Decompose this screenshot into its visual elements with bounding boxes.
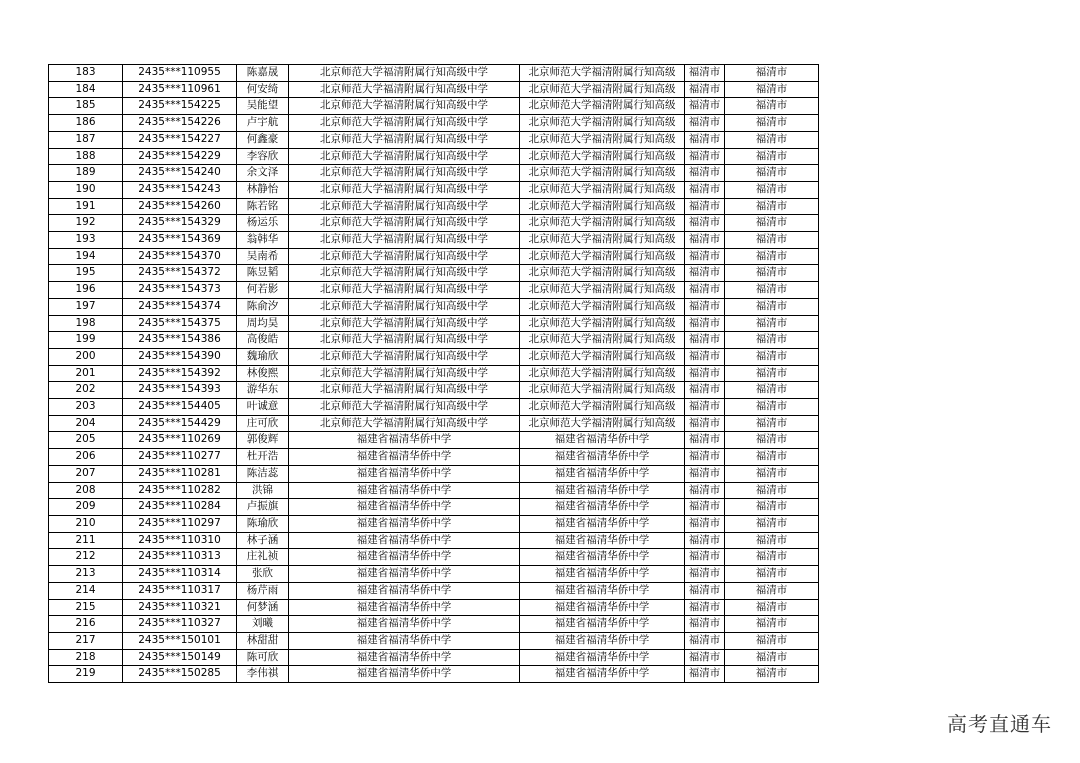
city-cell: 福清市 — [685, 632, 725, 649]
district-cell: 福清市 — [725, 465, 819, 482]
city-cell: 福清市 — [685, 98, 725, 115]
school-cell: 北京师范大学福清附属行知高级中学 — [289, 81, 520, 98]
row-number-cell: 187 — [49, 131, 123, 148]
row-number-cell: 200 — [49, 348, 123, 365]
district-cell: 福清市 — [725, 616, 819, 633]
row-number-cell: 195 — [49, 265, 123, 282]
admitted-school-cell: 北京师范大学福清附属行知高级 — [520, 315, 685, 332]
exam-id-cell: 2435***154375 — [123, 315, 237, 332]
district-cell: 福清市 — [725, 582, 819, 599]
table-row — [49, 81, 819, 98]
city-cell: 福清市 — [685, 666, 725, 683]
city-cell: 福清市 — [685, 298, 725, 315]
city-cell: 福清市 — [685, 415, 725, 432]
admitted-school-cell: 北京师范大学福清附属行知高级 — [520, 165, 685, 182]
district-cell: 福清市 — [725, 599, 819, 616]
admitted-school-cell: 北京师范大学福清附属行知高级 — [520, 382, 685, 399]
row-number-cell: 214 — [49, 582, 123, 599]
row-number-cell: 206 — [49, 449, 123, 466]
row-number-cell: 199 — [49, 332, 123, 349]
student-name-cell: 杜开浩 — [237, 449, 289, 466]
district-cell: 福清市 — [725, 666, 819, 683]
school-cell: 北京师范大学福清附属行知高级中学 — [289, 215, 520, 232]
district-cell: 福清市 — [725, 482, 819, 499]
admitted-school-cell: 北京师范大学福清附属行知高级 — [520, 215, 685, 232]
table-row — [49, 232, 819, 249]
student-name-cell: 张欣 — [237, 566, 289, 583]
city-cell: 福清市 — [685, 115, 725, 132]
row-number-cell: 204 — [49, 415, 123, 432]
exam-id-cell: 2435***110284 — [123, 499, 237, 516]
city-cell: 福清市 — [685, 399, 725, 416]
city-cell: 福清市 — [685, 131, 725, 148]
school-cell: 福建省福清华侨中学 — [289, 666, 520, 683]
exam-id-cell: 2435***154386 — [123, 332, 237, 349]
exam-id-cell: 2435***110313 — [123, 549, 237, 566]
table-row — [49, 582, 819, 599]
exam-id-cell: 2435***154260 — [123, 198, 237, 215]
district-cell: 福清市 — [725, 649, 819, 666]
row-number-cell: 202 — [49, 382, 123, 399]
table-row — [49, 666, 819, 683]
student-name-cell: 游华东 — [237, 382, 289, 399]
table-row — [49, 415, 819, 432]
school-cell: 北京师范大学福清附属行知高级中学 — [289, 332, 520, 349]
student-name-cell: 杨运乐 — [237, 215, 289, 232]
row-number-cell: 194 — [49, 248, 123, 265]
exam-id-cell: 2435***154390 — [123, 348, 237, 365]
city-cell: 福清市 — [685, 165, 725, 182]
row-number-cell: 197 — [49, 298, 123, 315]
exam-id-cell: 2435***154429 — [123, 415, 237, 432]
row-number-cell: 189 — [49, 165, 123, 182]
student-name-cell: 陈瑜欣 — [237, 515, 289, 532]
exam-id-cell: 2435***110277 — [123, 449, 237, 466]
school-cell: 福建省福清华侨中学 — [289, 482, 520, 499]
city-cell: 福清市 — [685, 198, 725, 215]
table-row — [49, 566, 819, 583]
city-cell: 福清市 — [685, 482, 725, 499]
admitted-school-cell: 北京师范大学福清附属行知高级 — [520, 232, 685, 249]
student-name-cell: 吴能望 — [237, 98, 289, 115]
city-cell: 福清市 — [685, 532, 725, 549]
student-name-cell: 李容欣 — [237, 148, 289, 165]
city-cell: 福清市 — [685, 148, 725, 165]
exam-id-cell: 2435***154227 — [123, 131, 237, 148]
district-cell: 福清市 — [725, 115, 819, 132]
exam-id-cell: 2435***110317 — [123, 582, 237, 599]
admitted-school-cell: 福建省福清华侨中学 — [520, 449, 685, 466]
row-number-cell: 211 — [49, 532, 123, 549]
admitted-school-cell: 北京师范大学福清附属行知高级 — [520, 298, 685, 315]
table-row — [49, 365, 819, 382]
school-cell: 北京师范大学福清附属行知高级中学 — [289, 181, 520, 198]
admitted-school-cell: 北京师范大学福清附属行知高级 — [520, 98, 685, 115]
exam-id-cell: 2435***154374 — [123, 298, 237, 315]
row-number-cell: 198 — [49, 315, 123, 332]
row-number-cell: 205 — [49, 432, 123, 449]
exam-id-cell: 2435***154392 — [123, 365, 237, 382]
table-row — [49, 131, 819, 148]
student-name-cell: 陈俞汐 — [237, 298, 289, 315]
city-cell: 福清市 — [685, 499, 725, 516]
row-number-cell: 185 — [49, 98, 123, 115]
exam-id-cell: 2435***154373 — [123, 282, 237, 299]
admitted-school-cell: 北京师范大学福清附属行知高级 — [520, 81, 685, 98]
district-cell: 福清市 — [725, 81, 819, 98]
row-number-cell: 201 — [49, 365, 123, 382]
admitted-school-cell: 福建省福清华侨中学 — [520, 465, 685, 482]
school-cell: 北京师范大学福清附属行知高级中学 — [289, 365, 520, 382]
exam-id-cell: 2435***110321 — [123, 599, 237, 616]
school-cell: 福建省福清华侨中学 — [289, 582, 520, 599]
row-number-cell: 216 — [49, 616, 123, 633]
table-row — [49, 115, 819, 132]
roster-table — [48, 64, 819, 683]
student-name-cell: 何安绮 — [237, 81, 289, 98]
school-cell: 北京师范大学福清附属行知高级中学 — [289, 131, 520, 148]
admitted-school-cell: 北京师范大学福清附属行知高级 — [520, 131, 685, 148]
exam-id-cell: 2435***110282 — [123, 482, 237, 499]
table-row — [49, 649, 819, 666]
student-name-cell: 杨芹雨 — [237, 582, 289, 599]
student-name-cell: 庄可欣 — [237, 415, 289, 432]
table-row — [49, 298, 819, 315]
admitted-school-cell: 北京师范大学福清附属行知高级 — [520, 265, 685, 282]
city-cell: 福清市 — [685, 432, 725, 449]
district-cell: 福清市 — [725, 165, 819, 182]
table-row — [49, 515, 819, 532]
row-number-cell: 203 — [49, 399, 123, 416]
school-cell: 福建省福清华侨中学 — [289, 532, 520, 549]
exam-id-cell: 2435***154226 — [123, 115, 237, 132]
exam-id-cell: 2435***150101 — [123, 632, 237, 649]
table-row — [49, 599, 819, 616]
school-cell: 北京师范大学福清附属行知高级中学 — [289, 348, 520, 365]
student-name-cell: 林俊熙 — [237, 365, 289, 382]
row-number-cell: 213 — [49, 566, 123, 583]
student-name-cell: 卢振旗 — [237, 499, 289, 516]
admitted-school-cell: 北京师范大学福清附属行知高级 — [520, 348, 685, 365]
city-cell: 福清市 — [685, 616, 725, 633]
district-cell: 福清市 — [725, 399, 819, 416]
admitted-school-cell: 北京师范大学福清附属行知高级 — [520, 248, 685, 265]
admitted-school-cell: 福建省福清华侨中学 — [520, 482, 685, 499]
student-name-cell: 林甜甜 — [237, 632, 289, 649]
exam-id-cell: 2435***110961 — [123, 81, 237, 98]
district-cell: 福清市 — [725, 365, 819, 382]
table-row — [49, 465, 819, 482]
table-row — [49, 165, 819, 182]
city-cell: 福清市 — [685, 465, 725, 482]
row-number-cell: 190 — [49, 181, 123, 198]
exam-id-cell: 2435***154372 — [123, 265, 237, 282]
exam-id-cell: 2435***110269 — [123, 432, 237, 449]
school-cell: 北京师范大学福清附属行知高级中学 — [289, 248, 520, 265]
city-cell: 福清市 — [685, 315, 725, 332]
admitted-school-cell: 北京师范大学福清附属行知高级 — [520, 181, 685, 198]
school-cell: 北京师范大学福清附属行知高级中学 — [289, 165, 520, 182]
district-cell: 福清市 — [725, 632, 819, 649]
district-cell: 福清市 — [725, 65, 819, 82]
city-cell: 福清市 — [685, 65, 725, 82]
row-number-cell: 192 — [49, 215, 123, 232]
student-name-cell: 陈若铭 — [237, 198, 289, 215]
student-name-cell: 陈可欣 — [237, 649, 289, 666]
district-cell: 福清市 — [725, 515, 819, 532]
district-cell: 福清市 — [725, 332, 819, 349]
exam-id-cell: 2435***150149 — [123, 649, 237, 666]
school-cell: 北京师范大学福清附属行知高级中学 — [289, 148, 520, 165]
row-number-cell: 208 — [49, 482, 123, 499]
table-row — [49, 181, 819, 198]
admitted-school-cell: 福建省福清华侨中学 — [520, 432, 685, 449]
exam-id-cell: 2435***110327 — [123, 616, 237, 633]
table-row — [49, 532, 819, 549]
district-cell: 福清市 — [725, 248, 819, 265]
student-name-cell: 叶诚意 — [237, 399, 289, 416]
row-number-cell: 193 — [49, 232, 123, 249]
district-cell: 福清市 — [725, 282, 819, 299]
row-number-cell: 188 — [49, 148, 123, 165]
row-number-cell: 218 — [49, 649, 123, 666]
district-cell: 福清市 — [725, 566, 819, 583]
row-number-cell: 217 — [49, 632, 123, 649]
school-cell: 福建省福清华侨中学 — [289, 499, 520, 516]
table-row — [49, 148, 819, 165]
school-cell: 北京师范大学福清附属行知高级中学 — [289, 198, 520, 215]
district-cell: 福清市 — [725, 298, 819, 315]
student-name-cell: 余文泽 — [237, 165, 289, 182]
admitted-school-cell: 福建省福清华侨中学 — [520, 632, 685, 649]
student-name-cell: 周均昊 — [237, 315, 289, 332]
table-row — [49, 616, 819, 633]
table-row — [49, 215, 819, 232]
school-cell: 北京师范大学福清附属行知高级中学 — [289, 415, 520, 432]
school-cell: 北京师范大学福清附属行知高级中学 — [289, 98, 520, 115]
city-cell: 福清市 — [685, 649, 725, 666]
row-number-cell: 207 — [49, 465, 123, 482]
table-row — [49, 449, 819, 466]
admitted-school-cell: 福建省福清华侨中学 — [520, 616, 685, 633]
student-name-cell: 何鑫豪 — [237, 131, 289, 148]
exam-id-cell: 2435***154369 — [123, 232, 237, 249]
school-cell: 北京师范大学福清附属行知高级中学 — [289, 232, 520, 249]
student-name-cell: 林子涵 — [237, 532, 289, 549]
table-row — [49, 315, 819, 332]
exam-id-cell: 2435***110310 — [123, 532, 237, 549]
school-cell: 北京师范大学福清附属行知高级中学 — [289, 65, 520, 82]
city-cell: 福清市 — [685, 248, 725, 265]
district-cell: 福清市 — [725, 198, 819, 215]
district-cell: 福清市 — [725, 148, 819, 165]
table-row — [49, 382, 819, 399]
school-cell: 福建省福清华侨中学 — [289, 566, 520, 583]
table-row — [49, 348, 819, 365]
district-cell: 福清市 — [725, 232, 819, 249]
row-number-cell: 219 — [49, 666, 123, 683]
district-cell: 福清市 — [725, 549, 819, 566]
city-cell: 福清市 — [685, 348, 725, 365]
student-name-cell: 李伟祺 — [237, 666, 289, 683]
district-cell: 福清市 — [725, 415, 819, 432]
student-name-cell: 魏瑜欣 — [237, 348, 289, 365]
row-number-cell: 191 — [49, 198, 123, 215]
school-cell: 福建省福清华侨中学 — [289, 449, 520, 466]
district-cell: 福清市 — [725, 499, 819, 516]
school-cell: 北京师范大学福清附属行知高级中学 — [289, 298, 520, 315]
city-cell: 福清市 — [685, 81, 725, 98]
student-name-cell: 陈昱韬 — [237, 265, 289, 282]
admitted-school-cell: 福建省福清华侨中学 — [520, 666, 685, 683]
exam-id-cell: 2435***110297 — [123, 515, 237, 532]
city-cell: 福清市 — [685, 332, 725, 349]
row-number-cell: 210 — [49, 515, 123, 532]
school-cell: 北京师范大学福清附属行知高级中学 — [289, 315, 520, 332]
student-name-cell: 吴南希 — [237, 248, 289, 265]
table-row — [49, 265, 819, 282]
exam-id-cell: 2435***150285 — [123, 666, 237, 683]
student-name-cell: 卢宇航 — [237, 115, 289, 132]
table-row — [49, 98, 819, 115]
school-cell: 福建省福清华侨中学 — [289, 549, 520, 566]
student-name-cell: 刘曦 — [237, 616, 289, 633]
roster-body — [49, 65, 819, 683]
exam-id-cell: 2435***110314 — [123, 566, 237, 583]
row-number-cell: 183 — [49, 65, 123, 82]
school-cell: 福建省福清华侨中学 — [289, 465, 520, 482]
school-cell: 北京师范大学福清附属行知高级中学 — [289, 115, 520, 132]
city-cell: 福清市 — [685, 566, 725, 583]
district-cell: 福清市 — [725, 348, 819, 365]
admitted-school-cell: 北京师范大学福清附属行知高级 — [520, 282, 685, 299]
admitted-school-cell: 北京师范大学福清附属行知高级 — [520, 399, 685, 416]
exam-id-cell: 2435***154329 — [123, 215, 237, 232]
exam-id-cell: 2435***154405 — [123, 399, 237, 416]
table-row — [49, 432, 819, 449]
student-name-cell: 何若影 — [237, 282, 289, 299]
school-cell: 北京师范大学福清附属行知高级中学 — [289, 265, 520, 282]
district-cell: 福清市 — [725, 98, 819, 115]
city-cell: 福清市 — [685, 215, 725, 232]
school-cell: 福建省福清华侨中学 — [289, 649, 520, 666]
district-cell: 福清市 — [725, 532, 819, 549]
district-cell: 福清市 — [725, 382, 819, 399]
exam-id-cell: 2435***110281 — [123, 465, 237, 482]
admitted-school-cell: 福建省福清华侨中学 — [520, 532, 685, 549]
table-row — [49, 332, 819, 349]
city-cell: 福清市 — [685, 599, 725, 616]
row-number-cell: 212 — [49, 549, 123, 566]
admitted-school-cell: 福建省福清华侨中学 — [520, 582, 685, 599]
city-cell: 福清市 — [685, 181, 725, 198]
table-row — [49, 248, 819, 265]
admitted-school-cell: 北京师范大学福清附属行知高级 — [520, 115, 685, 132]
district-cell: 福清市 — [725, 265, 819, 282]
admitted-school-cell: 福建省福清华侨中学 — [520, 515, 685, 532]
row-number-cell: 196 — [49, 282, 123, 299]
student-name-cell: 庄礼祯 — [237, 549, 289, 566]
school-cell: 北京师范大学福清附属行知高级中学 — [289, 399, 520, 416]
exam-id-cell: 2435***154225 — [123, 98, 237, 115]
student-name-cell: 郭俊辉 — [237, 432, 289, 449]
row-number-cell: 215 — [49, 599, 123, 616]
school-cell: 福建省福清华侨中学 — [289, 432, 520, 449]
admitted-school-cell: 福建省福清华侨中学 — [520, 549, 685, 566]
school-cell: 北京师范大学福清附属行知高级中学 — [289, 382, 520, 399]
student-name-cell: 林静怡 — [237, 181, 289, 198]
row-number-cell: 209 — [49, 499, 123, 516]
city-cell: 福清市 — [685, 382, 725, 399]
district-cell: 福清市 — [725, 131, 819, 148]
city-cell: 福清市 — [685, 582, 725, 599]
row-number-cell: 184 — [49, 81, 123, 98]
exam-id-cell: 2435***154240 — [123, 165, 237, 182]
admitted-school-cell: 北京师范大学福清附属行知高级 — [520, 148, 685, 165]
exam-id-cell: 2435***154370 — [123, 248, 237, 265]
district-cell: 福清市 — [725, 432, 819, 449]
student-name-cell: 陈嘉晟 — [237, 65, 289, 82]
admitted-school-cell: 北京师范大学福清附属行知高级 — [520, 198, 685, 215]
student-name-cell: 何梦涵 — [237, 599, 289, 616]
school-cell: 福建省福清华侨中学 — [289, 599, 520, 616]
city-cell: 福清市 — [685, 549, 725, 566]
city-cell: 福清市 — [685, 365, 725, 382]
city-cell: 福清市 — [685, 515, 725, 532]
district-cell: 福清市 — [725, 215, 819, 232]
city-cell: 福清市 — [685, 449, 725, 466]
admitted-school-cell: 福建省福清华侨中学 — [520, 599, 685, 616]
school-cell: 福建省福清华侨中学 — [289, 632, 520, 649]
table-row — [49, 632, 819, 649]
table-row — [49, 482, 819, 499]
city-cell: 福清市 — [685, 282, 725, 299]
student-name-cell: 陈洁蕊 — [237, 465, 289, 482]
row-number-cell: 186 — [49, 115, 123, 132]
admitted-school-cell: 福建省福清华侨中学 — [520, 649, 685, 666]
student-name-cell: 洪锦 — [237, 482, 289, 499]
admitted-school-cell: 福建省福清华侨中学 — [520, 566, 685, 583]
table-row — [49, 282, 819, 299]
table-row — [49, 399, 819, 416]
student-name-cell: 高俊皓 — [237, 332, 289, 349]
school-cell: 福建省福清华侨中学 — [289, 515, 520, 532]
table-row — [49, 499, 819, 516]
city-cell: 福清市 — [685, 265, 725, 282]
exam-id-cell: 2435***110955 — [123, 65, 237, 82]
city-cell: 福清市 — [685, 232, 725, 249]
admitted-school-cell: 北京师范大学福清附属行知高级 — [520, 365, 685, 382]
admitted-school-cell: 北京师范大学福清附属行知高级 — [520, 415, 685, 432]
admitted-school-cell: 北京师范大学福清附属行知高级 — [520, 65, 685, 82]
district-cell: 福清市 — [725, 181, 819, 198]
admitted-school-cell: 福建省福清华侨中学 — [520, 499, 685, 516]
district-cell: 福清市 — [725, 315, 819, 332]
school-cell: 福建省福清华侨中学 — [289, 616, 520, 633]
exam-id-cell: 2435***154243 — [123, 181, 237, 198]
table-row — [49, 549, 819, 566]
table-row — [49, 198, 819, 215]
table-row — [49, 65, 819, 82]
exam-id-cell: 2435***154229 — [123, 148, 237, 165]
school-cell: 北京师范大学福清附属行知高级中学 — [289, 282, 520, 299]
watermark-text: 高考直通车 — [947, 712, 1052, 736]
exam-id-cell: 2435***154393 — [123, 382, 237, 399]
district-cell: 福清市 — [725, 449, 819, 466]
admitted-school-cell: 北京师范大学福清附属行知高级 — [520, 332, 685, 349]
student-name-cell: 翁韩华 — [237, 232, 289, 249]
